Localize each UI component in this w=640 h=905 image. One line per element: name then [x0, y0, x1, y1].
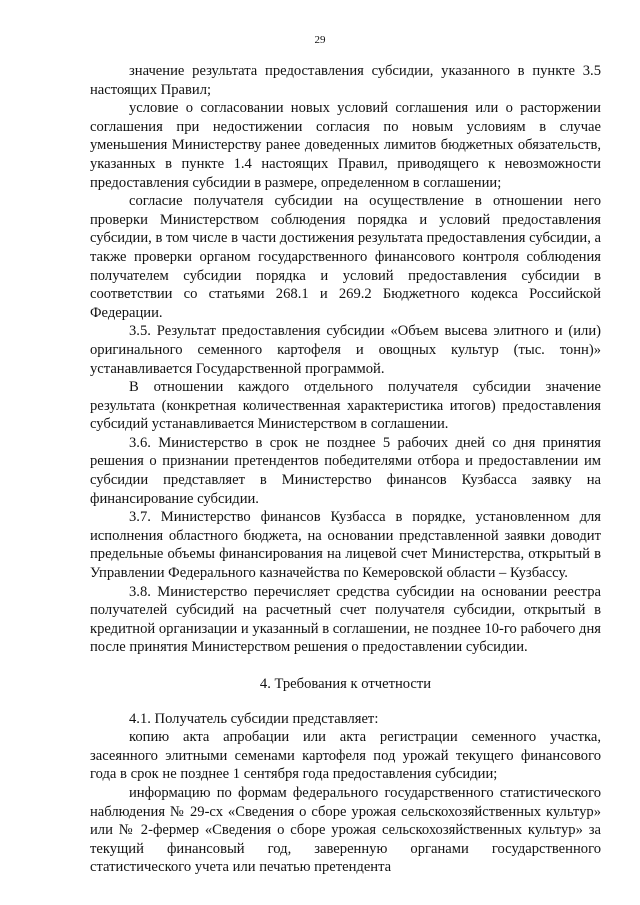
section-heading: 4. Требования к отчетности — [259, 676, 432, 692]
paragraph: 3.5. Результат предоставления субсидии «Объем высева элитного и (или) оригинального семенного картофеля и овощных культур (тыс. тонн)» устанавливается Государственной программой. — [90, 323, 601, 377]
page-number: 29 — [314, 34, 326, 46]
paragraph: 3.7. Министерство финансов Кузбасса в порядке, установленном для исполнения областного бюджета, на основании представленной заявки доводит предельные объемы финансирования на лицевой счет Министерства, открытый в Управлении Федерального казначейства по Кемеровской области – Кузбассу. — [90, 509, 601, 582]
paragraph: 4.1. Получатель субсидии представляет: — [129, 710, 379, 727]
paragraph: значение результата предоставления субсидии, указанного в пункте 3.5 настоящих Правил; — [90, 63, 601, 98]
paragraph: В отношении каждого отдельного получателя субсидии значение результата (конкретная количественная характеристика итогов) предоставления субсидий устанавливается Министерством в соглашении. — [90, 379, 601, 433]
document-body — [90, 62, 601, 877]
paragraph: 3.6. Министерство в срок не позднее 5 рабочих дней со дня принятия решения о признании претендентов победителями отбора и предоставлении им субсидии представляет в Министерство финансов Кузбасса заявку на финансирование субсидии. — [90, 434, 601, 507]
paragraph: информацию по формам федерального государственного статистического наблюдения № 29-сх «Сведения о сборе урожая сельскохозяйственных культур» или № 2-фермер «Сведения о сборе урожая сельскохозяйственных культур» за текущий финансовый год, заверенную органами государственного статистического учета или печатью претендента — [90, 784, 601, 876]
paragraph: копию акта апробации или акта регистрации семенного участка, засеянного элитными семенами картофеля под урожай текущего финансового года в срок не позднее 1 сентября года предоставления субсидии; — [90, 729, 601, 783]
paragraph: согласие получателя субсидии на осуществление в отношении него проверки Министерством соблюдения порядка и условий предоставления субсидии, в том числе в части достижения результата предоставления субсидии, а также проверки органом государственного финансового контроля соблюдения получателем субсидии порядка и условий предоставления субсидии в соответствии со статьями 268.1 и 269.2 Бюджетного кодекса Российской Федерации. — [90, 193, 602, 321]
paragraph: условие о согласовании новых условий соглашения или о расторжении соглашения при недостижении согласия по новым условиям в случае уменьшения Министерству ранее доведенных лимитов бюджетных обязательств, указанных в пункте 1.4 настоящих Правил, приводящего к невозможности предоставления субсидии в размере, определенном в соглашении; — [90, 100, 601, 191]
paragraph: 3.8. Министерство перечисляет средства субсидии на основании реестра получателей субсидий на расчетный счет получателя субсидии, открытый в кредитной организации и указанный в соглашении, не позднее 10-го рабочего дня после принятия Министерством решения о предоставлении субсидии. — [90, 583, 601, 656]
